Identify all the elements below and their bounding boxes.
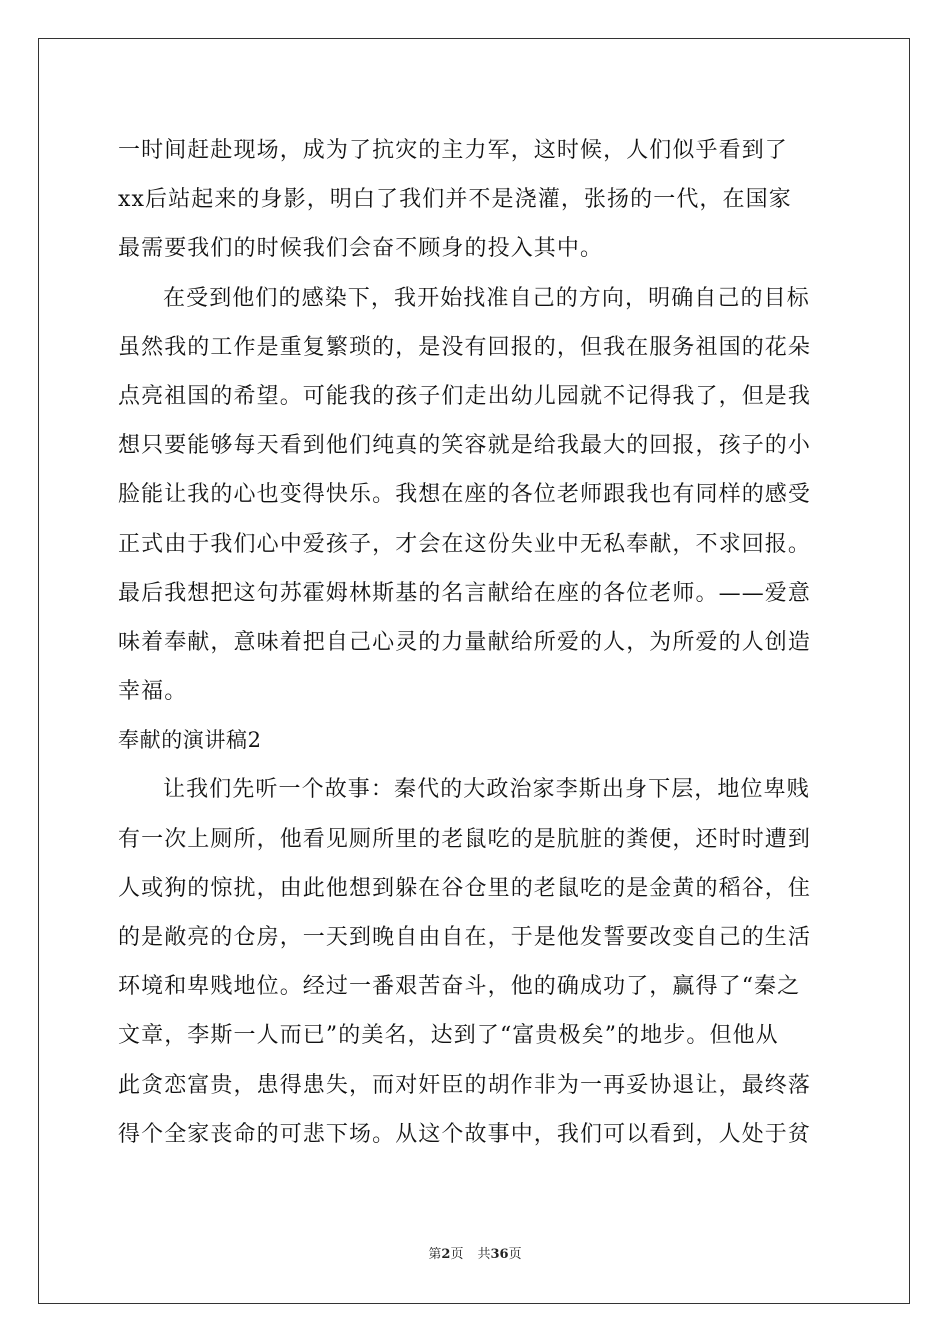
text-line: 此贪恋富贵，患得患失，而对奸臣的胡作非为一再妥协退让，最终落	[118, 1072, 812, 1098]
text-line: 最需要我们的时候我们会奋不顾身的投入其中。	[118, 236, 604, 262]
total-prefix: 共	[477, 1247, 491, 1262]
page-prefix: 第	[428, 1247, 442, 1262]
page-suffix: 页	[450, 1247, 464, 1262]
text-line: 人或狗的惊扰，由此他想到躲在谷仓里的老鼠吃的是金黄的稻谷，住	[118, 875, 812, 901]
page-footer	[0, 1243, 950, 1262]
text-line: 环境和卑贱地位。经过一番艰苦奋斗，他的确成功了，赢得了“秦之	[118, 974, 801, 1000]
text-line: 一时间赶赴现场，成为了抗灾的主力军，这时候，人们似乎看到了	[118, 138, 788, 163]
text-line: 文章，李斯一人而已”的美名，达到了“富贵极矣”的地步。但他从	[118, 1023, 779, 1049]
page-number: 2	[441, 1247, 451, 1262]
text-line: xx后站起来的身影，明白了我们并不是浇灌，张扬的一代，在国家	[118, 187, 792, 213]
section-heading: 奉献的演讲稿2	[118, 728, 262, 753]
text-line: 有一次上厕所，他看见厕所里的老鼠吃的是肮脏的粪便，还时时遭到	[118, 826, 812, 852]
text-line: 得个全家丧命的可悲下场。从这个故事中，我们可以看到，人处于贫	[118, 1121, 812, 1147]
text-line: 幸福。	[118, 679, 188, 705]
text-line: 想只要能够每天看到他们纯真的笑容就是给我最大的回报，孩子的小	[118, 433, 812, 459]
document-body	[118, 126, 834, 1159]
text-line: 脸能让我的心也变得快乐。我想在座的各位老师跟我也有同样的感受	[118, 482, 812, 508]
paragraph-first-line: 在受到他们的感染下，我开始找准自己的方向，明确自己的目标	[163, 285, 810, 311]
paragraph-first-line: 让我们先听一个故事：秦代的大政治家李斯出身下层，地位卑贱	[163, 777, 810, 803]
text-line: 虽然我的工作是重复繁琐的，是没有回报的，但我在服务祖国的花朵	[118, 334, 812, 360]
text-line: 最后我想把这句苏霍姆林斯基的名言献给在座的各位老师。——爱意	[118, 580, 812, 606]
text-line: 点亮祖国的希望。可能我的孩子们走出幼儿园就不记得我了，但是我	[118, 383, 812, 409]
text-line: 正式由于我们心中爱孩子，才会在这份失业中无私奉献，不求回报。	[118, 531, 812, 557]
text-line: 味着奉献，意味着把自己心灵的力量献给所爱的人，为所爱的人创造	[118, 629, 812, 655]
total-pages: 36	[490, 1247, 509, 1262]
text-line: 的是敞亮的仓房，一天到晚自由自在，于是他发誓要改变自己的生活	[118, 925, 812, 950]
total-suffix: 页	[508, 1247, 522, 1262]
